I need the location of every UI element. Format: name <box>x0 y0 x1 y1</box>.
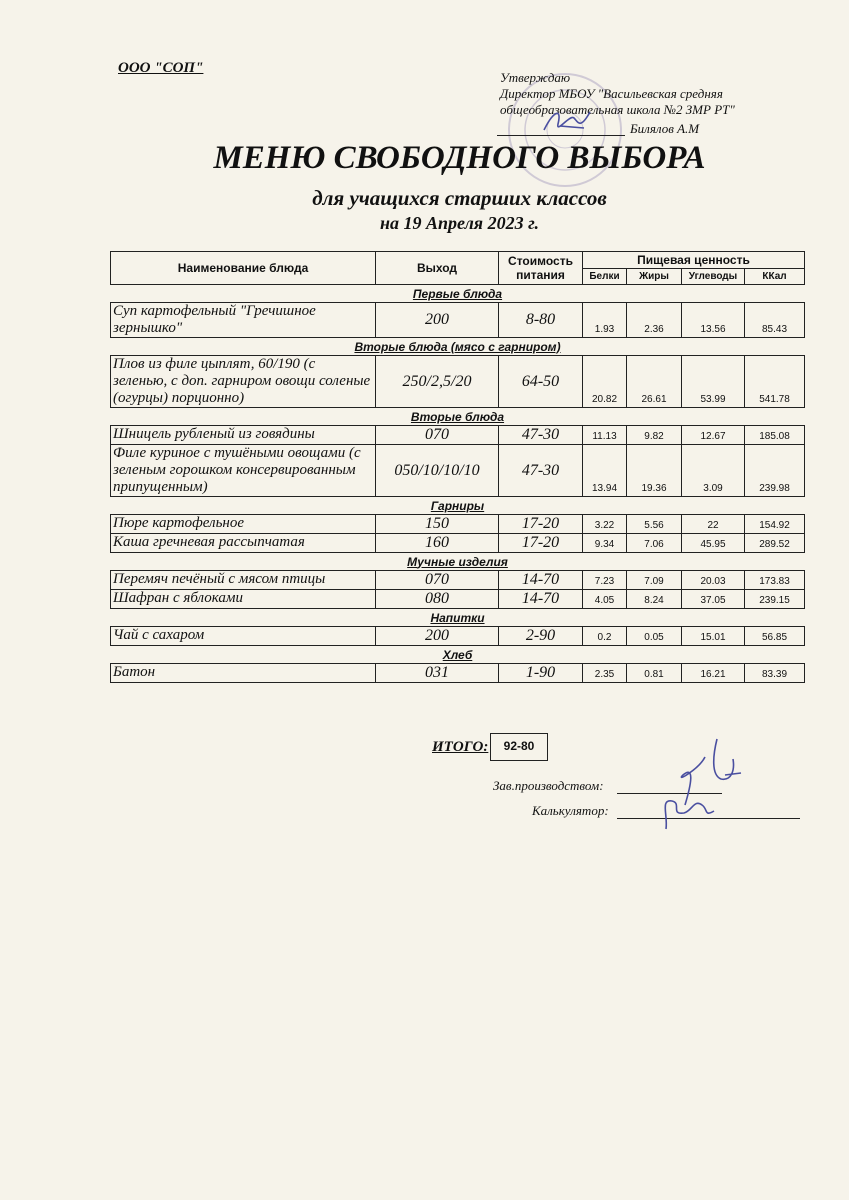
dish-row <box>111 664 805 683</box>
dish-carbs: 53.99 <box>682 356 745 408</box>
dish-price: 64-50 <box>499 356 583 408</box>
approval-line-3: общеобразовательная школа №2 ЗМР РТ" <box>500 102 735 117</box>
dish-yield: 250/2,5/20 <box>376 356 499 408</box>
dish-fats: 19.36 <box>627 445 682 497</box>
menu-body <box>111 285 805 683</box>
dish-price: 2-90 <box>499 627 583 646</box>
dish-kcal: 239.98 <box>745 445 805 497</box>
dish-proteins: 0.2 <box>583 627 627 646</box>
category-row <box>111 553 805 571</box>
dish-proteins: 4.05 <box>583 590 627 609</box>
dish-proteins: 20.82 <box>583 356 627 408</box>
category-title: Вторые блюда (мясо с гарниром) <box>354 339 561 354</box>
dish-price: 8-80 <box>499 303 583 338</box>
dish-proteins: 11.13 <box>583 426 627 445</box>
dish-name: Плов из филе цыплят, 60/190 (с зеленью, с доп. гарниром овощи соленые (огурцы) порционно) <box>111 356 376 408</box>
dish-price: 17-20 <box>499 534 583 553</box>
dish-kcal: 83.39 <box>745 664 805 683</box>
header-yield: Выход <box>376 252 499 285</box>
dish-price: 1-90 <box>499 664 583 683</box>
category-title: Вторые блюда <box>410 409 505 424</box>
category-row <box>111 609 805 627</box>
dish-fats: 26.61 <box>627 356 682 408</box>
category-title: Мучные изделия <box>407 554 508 569</box>
dish-name: Шафран с яблоками <box>111 590 376 609</box>
dish-row <box>111 426 805 445</box>
dish-carbs: 45.95 <box>682 534 745 553</box>
dish-yield: 031 <box>376 664 499 683</box>
dish-yield: 070 <box>376 571 499 590</box>
dish-row <box>111 571 805 590</box>
approval-block <box>500 70 735 118</box>
dish-kcal: 185.08 <box>745 426 805 445</box>
company-name: ООО "СОП" <box>118 60 204 76</box>
dish-yield: 050/10/10/10 <box>376 445 499 497</box>
dish-proteins: 1.93 <box>583 303 627 338</box>
dish-row <box>111 356 805 408</box>
page-subtitle: для учащихся старших классов <box>312 186 607 210</box>
menu-table <box>110 251 805 683</box>
dish-proteins: 3.22 <box>583 515 627 534</box>
dish-yield: 070 <box>376 426 499 445</box>
dish-name: Каша гречневая рассыпчатая <box>111 534 376 553</box>
calculator-label: Калькулятор: <box>532 803 609 818</box>
dish-fats: 0.81 <box>627 664 682 683</box>
total-value: 92-80 <box>490 733 548 761</box>
approval-line-1: Утверждаю <box>500 70 571 85</box>
dish-carbs: 22 <box>682 515 745 534</box>
dish-proteins: 7.23 <box>583 571 627 590</box>
dish-row <box>111 627 805 646</box>
total-label: ИТОГО: <box>432 739 489 755</box>
dish-yield: 200 <box>376 627 499 646</box>
category-row <box>111 408 805 426</box>
category-title: Первые блюда <box>412 286 503 301</box>
dish-fats: 2.36 <box>627 303 682 338</box>
dish-yield: 150 <box>376 515 499 534</box>
category-title: Напитки <box>430 610 485 625</box>
dish-kcal: 56.85 <box>745 627 805 646</box>
menu-date: на 19 Апреля 2023 г. <box>380 213 539 233</box>
category-row <box>111 646 805 664</box>
header-proteins: Белки <box>583 269 627 285</box>
dish-name: Суп картофельный "Гречишное зернышко" <box>111 303 376 338</box>
dish-fats: 0.05 <box>627 627 682 646</box>
dish-name: Батон <box>111 664 376 683</box>
dish-carbs: 16.21 <box>682 664 745 683</box>
dish-kcal: 85.43 <box>745 303 805 338</box>
dish-kcal: 239.15 <box>745 590 805 609</box>
approval-line-2: Директор МБОУ "Васильевская средняя <box>500 86 723 101</box>
dish-proteins: 9.34 <box>583 534 627 553</box>
dish-fats: 8.24 <box>627 590 682 609</box>
dish-row <box>111 303 805 338</box>
header-dish-name: Наименование блюда <box>111 252 376 285</box>
calculator-signature <box>650 785 720 835</box>
dish-row <box>111 445 805 497</box>
dish-row <box>111 515 805 534</box>
dish-price: 14-70 <box>499 571 583 590</box>
category-row <box>111 497 805 515</box>
category-row <box>111 285 805 303</box>
header-fats: Жиры <box>627 269 682 285</box>
dish-carbs: 13.56 <box>682 303 745 338</box>
dish-yield: 160 <box>376 534 499 553</box>
dish-kcal: 289.52 <box>745 534 805 553</box>
dish-price: 17-20 <box>499 515 583 534</box>
dish-carbs: 20.03 <box>682 571 745 590</box>
director-signature-line <box>497 135 625 136</box>
production-label: Зав.производством: <box>493 778 604 793</box>
dish-fats: 5.56 <box>627 515 682 534</box>
dish-carbs: 3.09 <box>682 445 745 497</box>
header-carbs: Углеводы <box>682 269 745 285</box>
dish-fats: 7.06 <box>627 534 682 553</box>
dish-name: Шницель рубленый из говядины <box>111 426 376 445</box>
dish-price: 47-30 <box>499 445 583 497</box>
dish-kcal: 541.78 <box>745 356 805 408</box>
director-signature <box>540 104 600 138</box>
dish-yield: 200 <box>376 303 499 338</box>
dish-name: Пюре картофельное <box>111 515 376 534</box>
category-row <box>111 338 805 356</box>
dish-price: 47-30 <box>499 426 583 445</box>
dish-proteins: 13.94 <box>583 445 627 497</box>
header-kcal: ККал <box>745 269 805 285</box>
category-title: Гарниры <box>430 498 485 513</box>
dish-kcal: 173.83 <box>745 571 805 590</box>
dish-row <box>111 590 805 609</box>
director-name: Билялов А.М <box>630 121 700 136</box>
dish-fats: 9.82 <box>627 426 682 445</box>
dish-carbs: 15.01 <box>682 627 745 646</box>
dish-name: Филе куриное с тушёными овощами (с зеленым горошком консервированным припущенным) <box>111 445 376 497</box>
dish-yield: 080 <box>376 590 499 609</box>
header-price: Стоимость питания <box>499 252 583 285</box>
page-title: МЕНЮ СВОБОДНОГО ВЫБОРА <box>213 140 706 176</box>
dish-name: Перемяч печёный с мясом птицы <box>111 571 376 590</box>
dish-fats: 7.09 <box>627 571 682 590</box>
header-nutrition: Пищевая ценность <box>583 252 805 269</box>
dish-row <box>111 534 805 553</box>
dish-proteins: 2.35 <box>583 664 627 683</box>
category-title: Хлеб <box>442 647 473 662</box>
dish-carbs: 12.67 <box>682 426 745 445</box>
dish-name: Чай с сахаром <box>111 627 376 646</box>
dish-carbs: 37.05 <box>682 590 745 609</box>
dish-kcal: 154.92 <box>745 515 805 534</box>
dish-price: 14-70 <box>499 590 583 609</box>
